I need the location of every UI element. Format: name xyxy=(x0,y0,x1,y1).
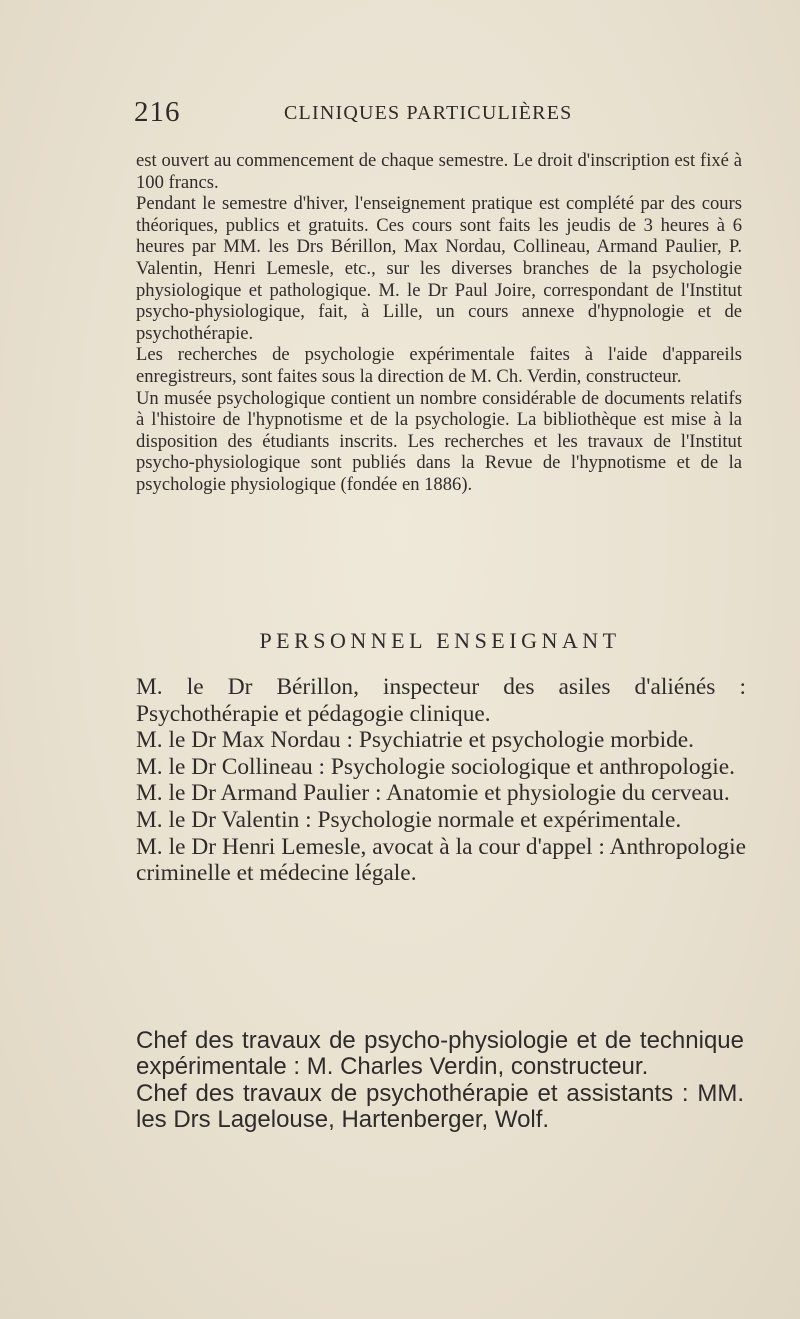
personnel-entry: M. le Dr Bérillon, inspecteur des asiles d'aliénés : Psychothérapie et pédagogie clinique. xyxy=(136,674,746,727)
intro-text xyxy=(136,150,742,496)
chef-entry: Chef des travaux de psycho-physiologie et de technique expérimentale : M. Charles Verdin, constructeur. xyxy=(136,1027,744,1081)
chefs-section xyxy=(136,1028,744,1134)
personnel-entry: M. le Dr Armand Paulier : Anatomie et physiologie du cerveau. xyxy=(136,780,730,807)
intro-paragraph-2: Pendant le semestre d'hiver, l'enseignement pratique est complété par des cours théoriques, publics et gratuits. Ces cours sont faits les jeudis de 3 heures à 6 heures par MM. les Drs Bérillon, Max Nordau, Collineau, Armand Paulier, P. Valentin, Henri Lemesle, etc., sur les diverses branches de la psychologie physiologique et pathologique. M. le Dr Paul Joire, correspondant de l'Institut psycho-physiologique, fait, à Lille, un cours annexe d'hypnologie et de psychothérapie. xyxy=(136,193,742,344)
intro-paragraph-3: Les recherches de psychologie expérimentale faites à l'aide d'appareils enregistreurs, sont faites sous la direction de M. Ch. Verdin, constructeur. xyxy=(136,344,742,387)
section-heading: PERSONNEL ENSEIGNANT xyxy=(259,628,621,653)
chef-entry: Chef des travaux de psychothérapie et assistants : MM. les Drs Lagelouse, Hartenberger, Wolf. xyxy=(136,1079,744,1134)
running-title: CLINIQUES PARTICULIÈRES xyxy=(284,102,573,124)
personnel-entry: M. le Dr Max Nordau : Psychiatrie et psychologie morbide. xyxy=(136,727,695,754)
personnel-entry: M. le Dr Collineau : Psychologie sociologique et anthropologie. xyxy=(136,753,735,780)
personnel-entry: M. le Dr Henri Lemesle, avocat à la cour d'appel : Anthropologie criminelle et médecine légale. xyxy=(136,833,746,887)
page-number: 216 xyxy=(134,96,181,128)
personnel-entry: M. le Dr Valentin : Psychologie normale et expérimentale. xyxy=(136,806,682,833)
personnel-list xyxy=(136,674,746,887)
intro-paragraph-1: est ouvert au commencement de chaque semestre. Le droit d'inscription est fixé à 100 francs. xyxy=(136,150,742,193)
intro-paragraph-4: Un musée psychologique contient un nombre considérable de documents relatifs à l'histoire de l'hypnotisme et de la psychologie. La bibliothèque est mise à la disposition des étudiants inscrits. Les recherches et les travaux de l'Institut psycho-physiologique sont publiés dans la Revue de l'hypnotisme et de la psychologie physiologique (fondée en 1886). xyxy=(136,387,742,495)
page-header xyxy=(134,96,744,130)
